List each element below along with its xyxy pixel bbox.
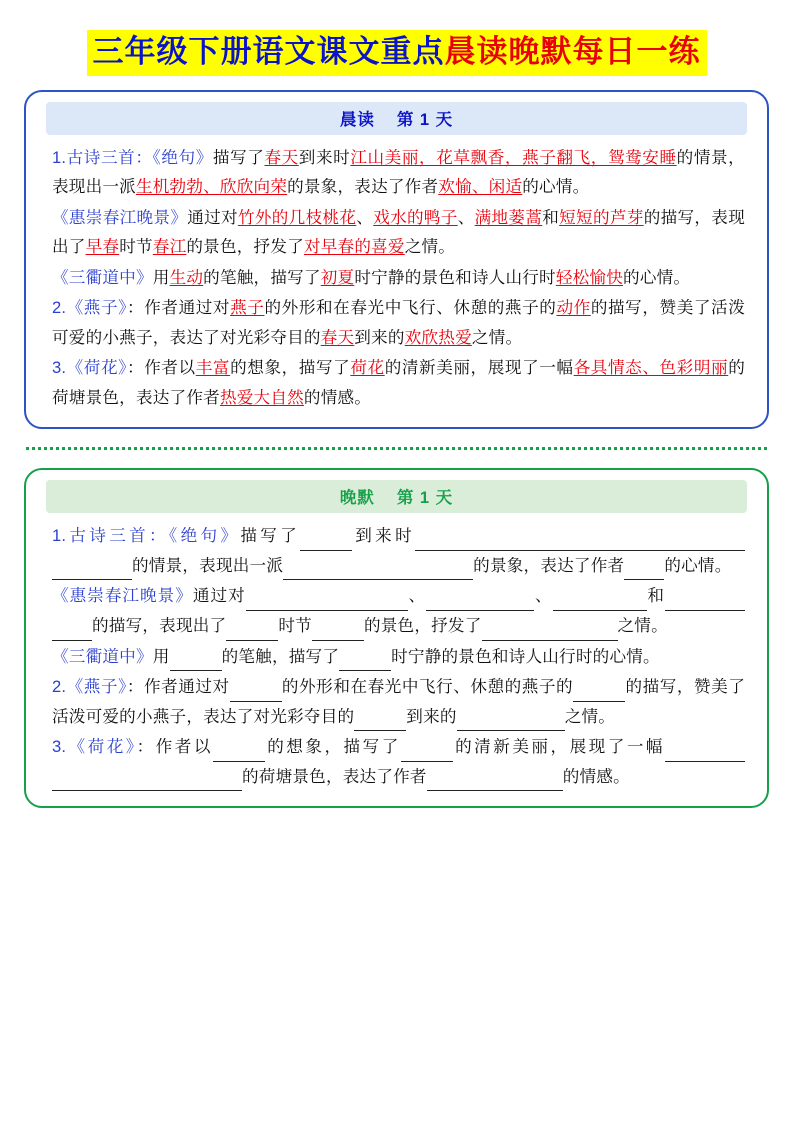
fill-in-blank[interactable]	[312, 620, 364, 640]
text-line	[52, 732, 745, 791]
fill-in-blank[interactable]	[427, 771, 563, 791]
title-highlight	[87, 30, 707, 76]
text-segment: 、	[534, 586, 553, 606]
text-segment: 的心情。	[664, 555, 732, 575]
highlight-segment: 欢愉、闲适	[438, 177, 523, 197]
text-segment: 的荷塘景色，表达了作者	[52, 358, 745, 407]
text-segment: 之情。	[404, 237, 456, 257]
text-segment: 的情景，表现出一派	[52, 147, 745, 197]
evening-card-header	[46, 480, 747, 513]
text-segment: 描写了	[212, 147, 265, 167]
text-segment: 时宁静的景色和诗人山行时	[354, 267, 556, 287]
text-segment: 的情景，表现出一派	[132, 555, 284, 575]
highlight-segment: 生机勃勃、欣欣向荣	[135, 177, 288, 197]
highlight-segment: 《三衢道中》	[52, 646, 153, 666]
text-segment: 、	[407, 586, 427, 606]
highlight-segment: 竹外的几枝桃花	[237, 207, 357, 227]
fill-in-blank[interactable]	[300, 531, 352, 551]
text-segment: ：作者以	[127, 358, 196, 378]
text-segment: 和	[646, 586, 666, 606]
text-segment: 到来时	[352, 526, 415, 546]
text-segment: 时节	[119, 237, 153, 257]
highlight-segment: 《荷花》	[66, 737, 137, 757]
morning-reading-card	[24, 90, 769, 430]
text-segment: 通过对	[192, 586, 246, 606]
text-segment: 的描写，表现出了	[52, 207, 746, 257]
fill-in-blank[interactable]	[52, 771, 242, 791]
text-segment: ：作者通过对	[127, 298, 231, 318]
highlight-segment: 荷花	[350, 358, 385, 378]
text-segment: 到来的	[354, 327, 405, 347]
text-segment: 时节	[278, 616, 312, 636]
text-segment: 、	[356, 207, 374, 227]
text-segment: 的笔触，描写了	[221, 646, 340, 666]
text-line	[52, 581, 745, 640]
text-segment: 到来的	[406, 706, 457, 726]
highlight-segment: 春天	[264, 147, 299, 167]
text-segment: 之情。	[617, 616, 668, 636]
highlight-segment: 《荷花》	[66, 358, 128, 378]
fill-in-blank[interactable]	[665, 742, 745, 762]
highlight-segment: 生动	[169, 267, 204, 287]
highlight-segment: 《三衢道中》	[52, 267, 153, 287]
highlight-segment: 1.古诗三首：	[52, 147, 153, 167]
fill-in-blank[interactable]	[426, 591, 534, 611]
text-segment: ：作者通过对	[126, 677, 230, 697]
text-segment: 的笔触，描写了	[203, 267, 321, 287]
fill-in-blank[interactable]	[665, 591, 745, 611]
fill-in-blank[interactable]	[553, 591, 647, 611]
highlight-segment: 各具情态、色彩明丽	[573, 358, 729, 378]
text-segment: 的描写，赞美了活泼可爱的小燕子，表达了对光彩夺目的	[52, 677, 746, 726]
highlight-segment: 春江	[152, 237, 187, 257]
fill-in-blank[interactable]	[246, 591, 408, 611]
text-segment: 的荷塘景色，表达了作者	[242, 766, 427, 786]
morning-header-label: 晨读	[339, 110, 375, 129]
title-red-text: 晨读晚默每日一练	[444, 34, 701, 69]
text-segment: 的外形和在春光中飞行、休憩的燕子的	[264, 298, 557, 318]
highlight-segment: 2.	[52, 677, 67, 697]
highlight-segment: 早春	[85, 237, 120, 257]
fill-in-blank[interactable]	[226, 620, 278, 640]
text-segment: 用	[152, 646, 170, 666]
text-segment: 的景象，表达了作者	[287, 177, 439, 197]
highlight-segment: 《惠崇春江晚景》	[52, 586, 193, 606]
evening-dictation-card	[24, 468, 769, 808]
fill-in-blank[interactable]	[339, 651, 391, 671]
text-segment: 和	[542, 207, 560, 227]
fill-in-blank[interactable]	[52, 560, 132, 580]
fill-in-blank[interactable]	[354, 711, 406, 731]
text-line	[52, 672, 745, 731]
page-title	[24, 30, 769, 76]
evening-header-day: 第 1 天	[396, 489, 454, 508]
evening-header-label: 晚默	[339, 489, 375, 508]
highlight-segment: 初夏	[320, 267, 355, 287]
highlight-segment: 热爱大自然	[219, 387, 304, 407]
dotted-divider	[26, 447, 767, 450]
highlight-segment: 丰富	[195, 358, 231, 378]
highlight-segment: 轻松愉快	[555, 267, 624, 287]
title-blue-text: 三年级下册语文课文重点	[92, 34, 445, 69]
text-segment: 的情感。	[303, 387, 372, 407]
fill-in-blank[interactable]	[624, 560, 664, 580]
morning-card-body	[26, 143, 767, 413]
text-segment: 时宁静的景色和诗人山行时	[391, 646, 593, 666]
highlight-segment: 欢欣热爱	[404, 327, 472, 347]
highlight-segment: 戏水的鸭子	[373, 207, 458, 227]
morning-header-day: 第 1 天	[396, 110, 454, 129]
fill-in-blank[interactable]	[52, 620, 92, 640]
text-segment: 的情感。	[562, 766, 630, 786]
fill-in-blank[interactable]	[230, 682, 282, 702]
highlight-segment: 燕子	[230, 298, 265, 318]
fill-in-blank[interactable]	[401, 742, 453, 762]
text-segment: 的心情。	[522, 177, 590, 197]
text-segment: 的想象，描写了	[230, 358, 351, 378]
highlight-segment: 对早春的喜爱	[303, 237, 405, 257]
text-segment: 的描写，表现出了	[92, 616, 227, 636]
highlight-segment: 3.	[52, 358, 67, 378]
text-line	[52, 521, 745, 580]
text-segment: 到来时	[298, 147, 351, 167]
fill-in-blank[interactable]	[170, 651, 222, 671]
highlight-segment: 《燕子》	[66, 677, 127, 697]
text-segment: 的清新美丽，展现了一幅	[384, 358, 574, 378]
text-segment: 的外形和在春光中飞行、休憩的燕子的	[281, 677, 574, 697]
evening-card-body	[26, 521, 767, 791]
highlight-segment: 春天	[320, 327, 355, 347]
highlight-segment: 《绝句》	[152, 147, 213, 167]
text-line	[52, 293, 745, 352]
highlight-segment: 《惠崇春江晚景》	[52, 207, 188, 227]
text-segment: 的清新美丽，展现了一幅	[452, 737, 665, 757]
highlight-segment: 短短的芦芽	[559, 207, 644, 227]
text-segment: 通过对	[187, 207, 238, 227]
highlight-segment: 2.	[52, 298, 67, 318]
text-segment: 描写了	[240, 526, 301, 546]
highlight-segment: 《燕子》	[66, 298, 128, 318]
fill-in-blank[interactable]	[213, 742, 265, 762]
text-segment: 、	[457, 207, 475, 227]
text-line	[52, 642, 745, 672]
text-segment: ：作者以	[136, 737, 213, 757]
highlight-segment: 江山美丽，花草飘香，燕子翻飞，鸳鸯安睡	[350, 147, 677, 167]
fill-in-blank[interactable]	[573, 682, 625, 702]
text-segment: 的景象，表达了作者	[473, 555, 625, 575]
fill-in-blank[interactable]	[457, 711, 565, 731]
fill-in-blank[interactable]	[415, 531, 745, 551]
text-segment: 之情。	[564, 706, 616, 726]
fill-in-blank[interactable]	[482, 620, 618, 640]
text-line	[52, 143, 745, 202]
highlight-segment: 1.古诗三首：	[52, 526, 169, 546]
text-segment: 之情。	[471, 327, 523, 347]
text-line	[52, 203, 745, 262]
highlight-segment: 3.	[52, 737, 67, 757]
text-line	[52, 263, 745, 293]
text-segment: 的想象，描写了	[264, 737, 401, 757]
text-segment: 用	[152, 267, 170, 287]
text-segment: 的景色，抒发了	[363, 616, 482, 636]
morning-card-header	[46, 102, 747, 135]
highlight-segment: 《绝句》	[168, 526, 241, 546]
text-line	[52, 353, 745, 412]
text-segment: 的描写，赞美了活泼可爱的小燕子，表达了对光彩夺目的	[52, 298, 746, 347]
highlight-segment: 动作	[556, 298, 591, 318]
text-segment: 的景色，抒发了	[186, 237, 304, 257]
fill-in-blank[interactable]	[283, 560, 473, 580]
highlight-segment: 满地蒌蒿	[474, 207, 543, 227]
text-segment: 的心情。	[592, 646, 660, 666]
text-segment: 的心情。	[623, 267, 691, 287]
